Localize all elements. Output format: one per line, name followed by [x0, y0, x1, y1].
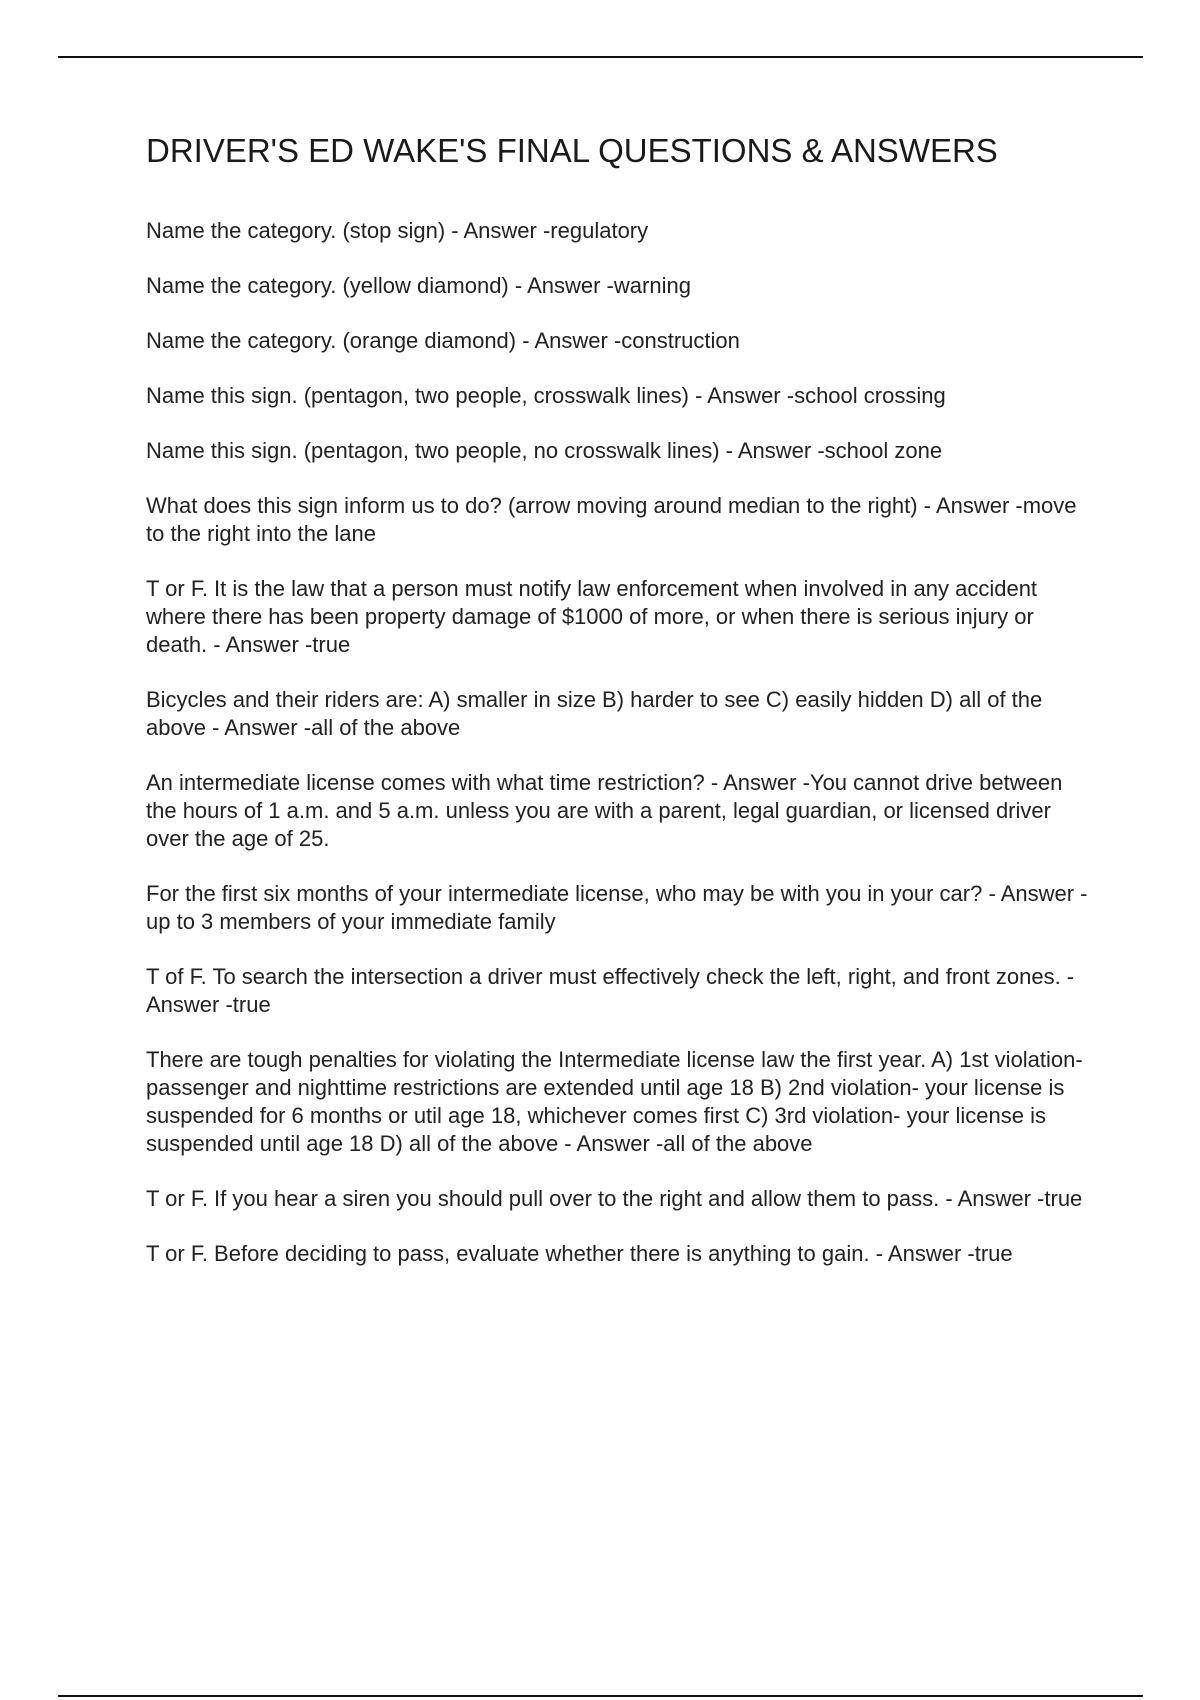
qa-item: T or F. It is the law that a person must notify law enforcement when involved in any accident where there has been property damage of $1000 of more, or when there is serious injury or death. - Answer -true	[146, 575, 1038, 657]
qa-item: What does this sign inform us to do? (arrow moving around median to the right) - Answer -move to the right into the lane	[146, 492, 1077, 546]
qa-item: T or F. Before deciding to pass, evaluate whether there is anything to gain. - Answer -true	[146, 1240, 1013, 1266]
question-answer-list	[146, 217, 1096, 1268]
qa-item: Name the category. (stop sign) - Answer -regulatory	[146, 217, 649, 243]
qa-item: Bicycles and their riders are: A) smaller in size B) harder to see C) easily hidden D) all of the above - Answer -all of the above	[146, 686, 1043, 740]
qa-item: T of F. To search the intersection a driver must effectively check the left, right, and front zones. - Answer -true	[146, 963, 1075, 1017]
top-rule	[58, 56, 1143, 58]
qa-item: An intermediate license comes with what time restriction? - Answer -You cannot drive between the hours of 1 a.m. and 5 a.m. unless you are with a parent, legal guardian, or licensed driver over the age of 25.	[146, 769, 1063, 851]
qa-item: Name this sign. (pentagon, two people, crosswalk lines) - Answer -school crossing	[146, 382, 946, 408]
qa-item: There are tough penalties for violating the Intermediate license law the first year. A) 1st violation- passenger and nighttime restrictions are extended until age 18 B) 2nd violation- your license is suspended for 6 months or util age 18, whichever comes first C) 3rd violation- your license is suspended until age 18 D) all of the above - Answer -all of the above	[146, 1046, 1083, 1156]
qa-item: Name the category. (orange diamond) - Answer -construction	[146, 327, 740, 353]
document-page	[146, 130, 1096, 1295]
qa-item: Name the category. (yellow diamond) - Answer -warning	[146, 272, 691, 298]
document-title: DRIVER'S ED WAKE'S FINAL QUESTIONS & ANSWERS	[146, 132, 998, 169]
qa-item: Name this sign. (pentagon, two people, no crosswalk lines) - Answer -school zone	[146, 437, 943, 463]
qa-item: For the first six months of your intermediate license, who may be with you in your car? - Answer -up to 3 members of your immediate family	[146, 880, 1088, 934]
bottom-rule	[58, 1695, 1143, 1697]
qa-item: T or F. If you hear a siren you should pull over to the right and allow them to pass. - Answer -true	[146, 1185, 1083, 1211]
